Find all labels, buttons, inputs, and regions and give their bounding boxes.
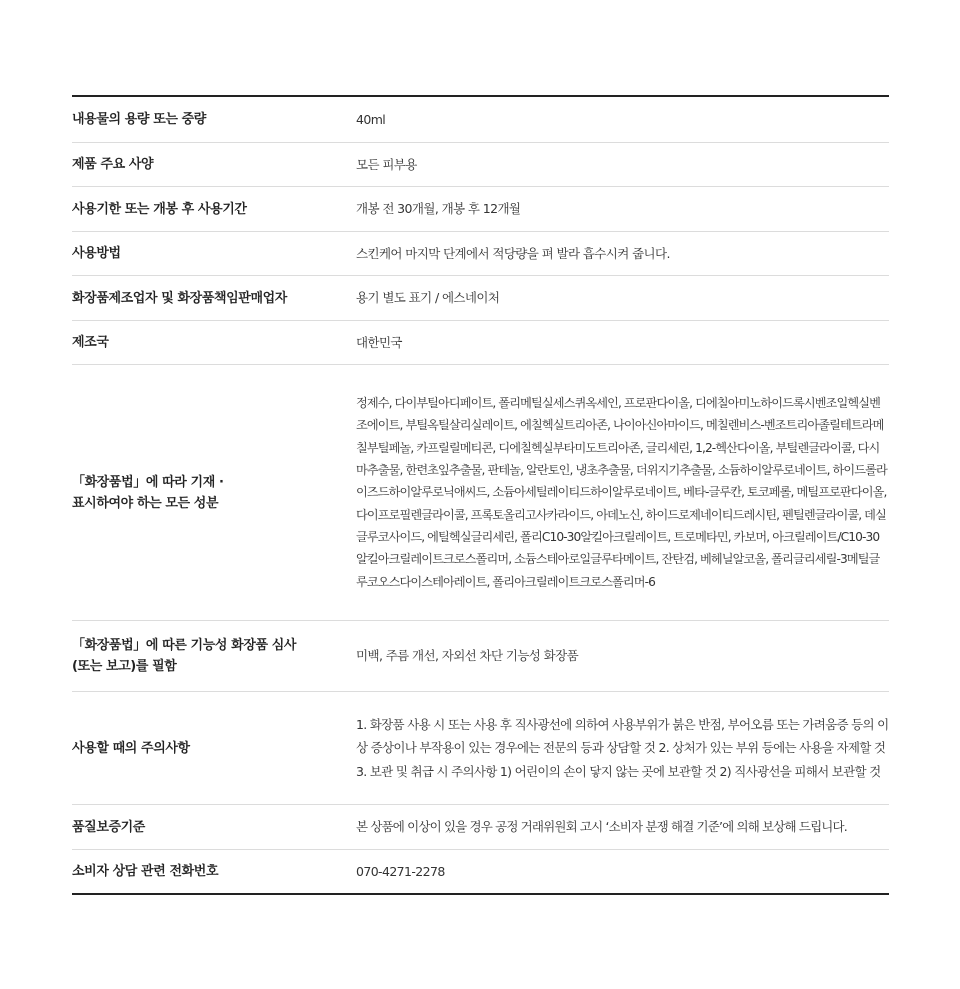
table-row-functional <box>72 620 889 691</box>
table-row-capacity <box>72 97 889 142</box>
row-value: 본 상품에 이상이 있을 경우 공정 거래위원회 고시 ‘소비자 분쟁 해결 기준’에 의해 보상해 드립니다. <box>356 819 847 835</box>
row-label: 소비자 상담 관련 전화번호 <box>72 864 219 879</box>
row-label: 사용할 때의 주의사항 <box>72 740 190 756</box>
table-row-quality <box>72 804 889 849</box>
row-value: 정제수, 다이부틸아디페이트, 폴리메틸실세스퀴옥세인, 프로판다이올, 디에칠아미노하이드록시벤조일헥실벤조에이트, 부틸옥틸살리실레이트, 에칠헥실트리아존, 나이아신아마이드, 메칠렌비스-벤조트리아졸릴테트라메칠부틸페놀, 카프릴릴메티콘, 디에칠헥실부타미도트리아존, 글리세린, 1,2-헥산다이올, 부틸렌글라이콜, 다시마추출물, 한련초잎추출물, 판테놀, 알란토인, 냉초추출물, 더위지기추출물, 소듐하이알루로네이트, 하이드롤라이즈드하이알루로닉애씨드, 소듐아세틸레이티드하이알루로네이트, 베타-글루칸, 토코페롤, 메틸프로판다이올, 다이프로필렌글라이콜, 프록토올리고사카라이드, 아데노신, 하이드로제네이티드레시틴, 펜틸렌글라이콜, 데실글루코사이드, 에틸헥실글리세린, 폴리C10-30알킬아크릴레이트, 트로메타민, 카보머, 아크릴레이트/C10-30알킬아크릴레이트크로스폴리머, 소듐스테아로일글루타메이트, 잔탄검, 베헤닐알코올, 폴리글리세릴-3메틸글루코오스다이스테아레이트, 폴리아크릴레이트크로스폴리머-6 <box>356 396 887 589</box>
table-row-main-spec <box>72 142 889 186</box>
table-row-ingredients <box>72 364 889 620</box>
row-label: 제품 주요 사양 <box>72 157 154 172</box>
row-value: 모든 피부용 <box>356 156 417 172</box>
row-value: 스킨케어 마지막 단계에서 적당량을 펴 발라 흡수시켜 줍니다. <box>356 245 670 261</box>
table-row-country <box>72 320 889 364</box>
row-value: 개봉 전 30개월, 개봉 후 12개월 <box>356 201 521 217</box>
row-label: 화장품제조업자 및 화장품책임판매업자 <box>72 290 287 306</box>
row-value: 대한민국 <box>356 334 402 350</box>
row-value: 용기 별도 표기 / 에스네이처 <box>356 290 500 306</box>
row-label: 내용물의 용량 또는 중량 <box>72 112 206 127</box>
row-label: 제조국 <box>72 335 109 350</box>
product-info-table <box>72 95 889 895</box>
table-row-phone <box>72 849 889 893</box>
row-value: 미백, 주름 개선, 자외선 차단 기능성 화장품 <box>356 648 579 664</box>
row-value: 070-4271-2278 <box>356 863 445 879</box>
table-row-cautions <box>72 691 889 804</box>
row-label: 품질보증기준 <box>72 819 145 835</box>
table-row-manufacturer <box>72 275 889 320</box>
row-label: 사용방법 <box>72 246 121 261</box>
table-row-expiry <box>72 186 889 231</box>
row-value: 1. 화장품 사용 시 또는 사용 후 직사광선에 의하여 사용부위가 붉은 반점, 부어오름 또는 가려움증 등의 이상 증상이나 부작용이 있는 경우에는 전문의 등과 상담할 것 2. 상처가 있는 부위 등에는 사용을 자제할 것 3. 보관 및 취급 시 주의사항 1) 어린이의 손이 닿지 않는 곳에 보관할 것 2) 직사광선을 피해서 보관할 것 <box>356 716 889 779</box>
row-value: 40ml <box>356 111 386 127</box>
row-label: 「화장품법」에 따라 기재 · 표시하여야 하는 모든 성분 <box>72 474 224 511</box>
table-row-usage <box>72 231 889 275</box>
row-label: 「화장품법」에 따른 기능성 화장품 심사(또는 보고)를 필함 <box>72 638 297 674</box>
row-label: 사용기한 또는 개봉 후 사용기간 <box>72 201 247 217</box>
